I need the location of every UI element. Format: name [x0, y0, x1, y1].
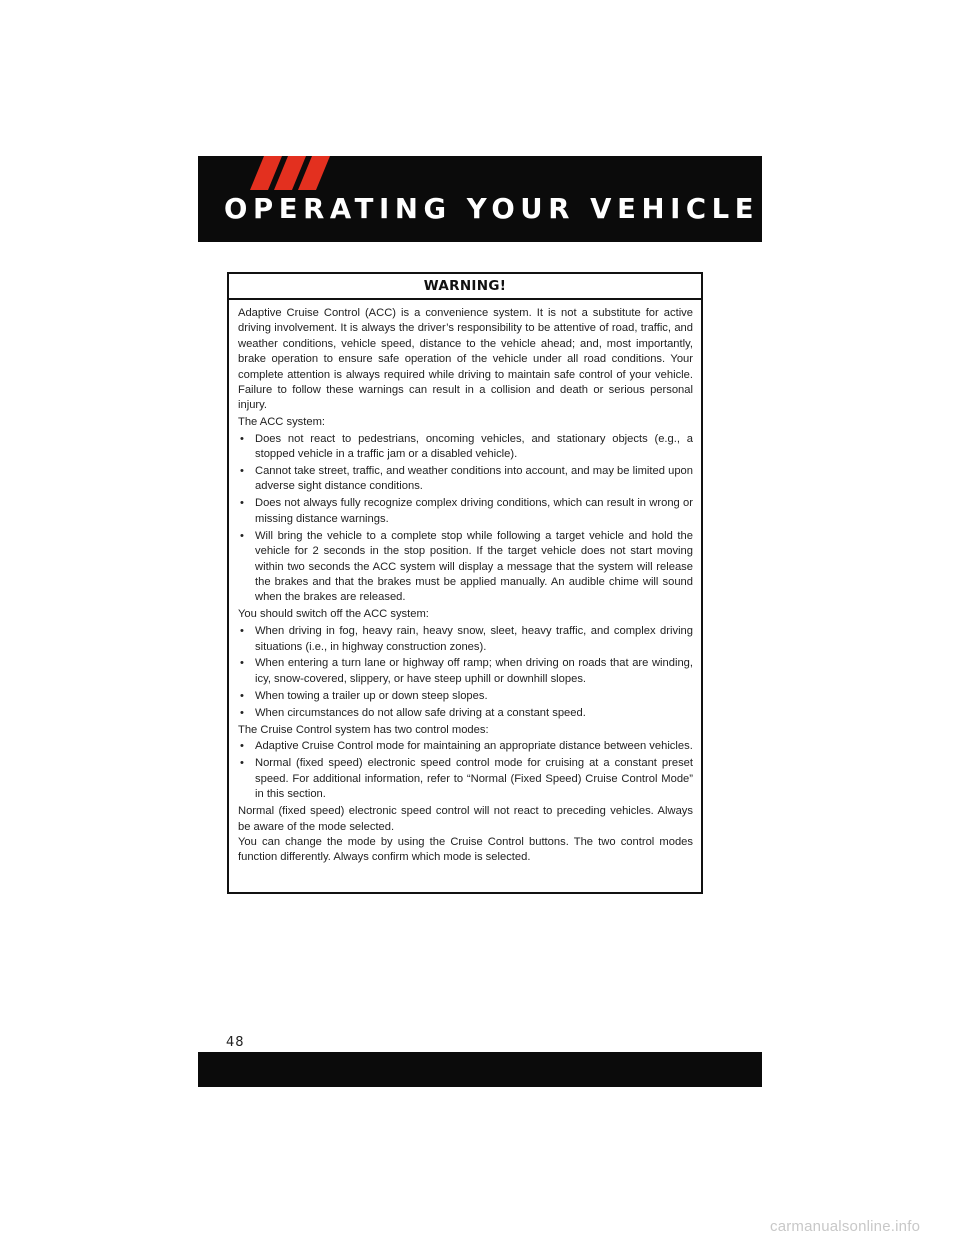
bullet-icon: • — [240, 529, 244, 542]
bullet-icon: • — [240, 625, 244, 638]
warning-box — [227, 272, 703, 894]
list-item: • When towing a trailer up or down steep slopes. — [238, 689, 693, 704]
bullet-icon: • — [240, 689, 244, 702]
bullet-icon: • — [240, 497, 244, 510]
list-item: • Will bring the vehicle to a complete stop while following a target vehicle and hold the vehicle for 2 seconds in the stop position. If the target vehicle does not start moving within two seconds the ACC system will display a message that the system will release the brakes and that the brakes must be applied manually. An audible chime will sound when the brakes are released. — [240, 529, 693, 604]
watermark-text: carmanualsonline.info — [770, 1218, 921, 1235]
closing-paragraph-1: Normal (fixed speed) electronic speed control will not react to preceding vehicles. Always be aware of the mode selected. — [238, 805, 693, 833]
bullet-icon: • — [240, 657, 244, 670]
list-item: • Adaptive Cruise Control mode for maintaining an appropriate distance between vehicles. — [238, 739, 693, 754]
list-item: • Does not react to pedestrians, oncoming vehicles, and stationary objects (e.g., a stopped vehicle in a traffic jam or a disabled vehicle). — [240, 432, 693, 461]
switch-off-list — [238, 624, 693, 721]
warning-intro-paragraph: Adaptive Cruise Control (ACC) is a convenience system. It is not a substitute for active driving involvement. It is always the driver’s responsibility to be attentive of road, traffic, and weather conditions, vehicle speed, distance to the vehicle ahead; and, most importantly, brake operation to ensure safe operation of the vehicle under all road conditions. Your complete attention is always required while driving to maintain safe control of your vehicle. Failure to follow these warnings can result in a collision and death or serious personal injury. — [238, 307, 693, 412]
bullet-icon: • — [240, 757, 244, 770]
section-title: OPERATING YOUR VEHICLE — [224, 193, 760, 225]
control-modes-label: The Cruise Control system has two control modes: — [238, 723, 489, 736]
bullet-icon: • — [240, 740, 244, 753]
warning-heading: WARNING! — [229, 274, 701, 300]
section-header — [198, 156, 762, 242]
racing-stripes-logo — [250, 156, 342, 190]
switch-off-label: You should switch off the ACC system: — [238, 608, 429, 621]
bullet-icon: • — [240, 706, 244, 719]
footer-bar — [198, 1052, 762, 1087]
list-item: • Does not always fully recognize complex driving conditions, which can result in wrong or missing distance warnings. — [240, 497, 693, 525]
acc-system-label: The ACC system: — [238, 415, 326, 428]
list-item: • Cannot take street, traffic, and weather conditions into account, and may be limited upon adverse sight distance conditions. — [240, 465, 693, 493]
list-item: • When circumstances do not allow safe driving at a constant speed. — [238, 706, 693, 721]
page-number: 48 — [226, 1035, 245, 1050]
bullet-icon: • — [240, 465, 244, 478]
list-item: • When entering a turn lane or highway off ramp; when driving on roads that are winding, icy, snow-covered, slippery, or have steep uphill or downhill slopes. — [240, 657, 693, 685]
list-item: • When driving in fog, heavy rain, heavy snow, sleet, heavy traffic, and complex driving situations (i.e., in highway construction zones). — [240, 625, 693, 653]
list-item: • Normal (fixed speed) electronic speed control mode for cruising at a constant preset speed. For additional information, refer to “Normal (Fixed Speed) Cruise Control Mode” in this section. — [240, 757, 693, 801]
control-modes-list — [238, 739, 693, 802]
acc-system-list — [238, 432, 693, 606]
bullet-icon: • — [240, 432, 244, 445]
closing-paragraph-2: You can change the mode by using the Cruise Control buttons. The two control modes function differently. Always confirm which mode is selected. — [238, 835, 693, 864]
warning-body — [229, 300, 701, 866]
